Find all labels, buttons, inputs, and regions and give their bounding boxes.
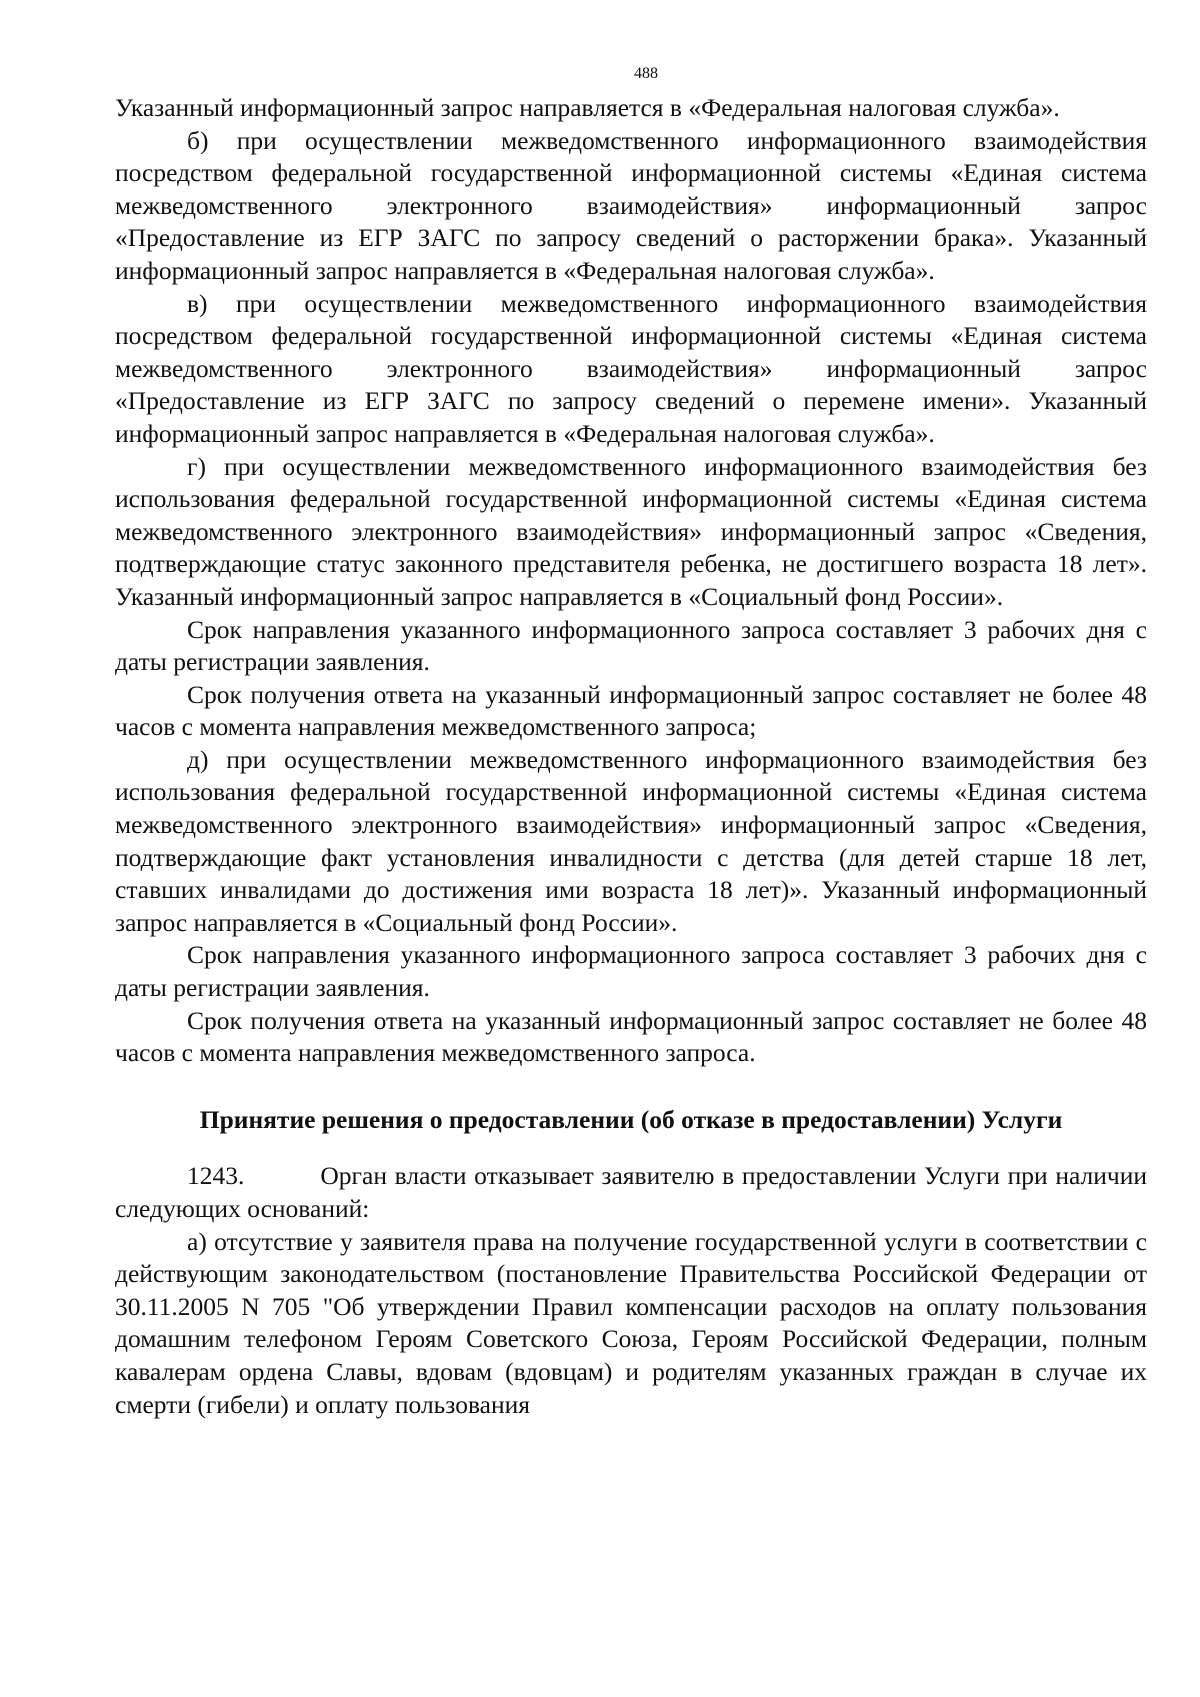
- document-page: [115, 64, 1147, 1421]
- document-body: [115, 92, 1147, 1421]
- paragraph: Срок направления указанного информационного запроса составляет 3 рабочих дня с даты регистрации заявления.: [115, 614, 1147, 677]
- item-text: Орган власти отказывает заявителю в предоставлении Услуги при: [320, 1161, 1048, 1191]
- paragraph: Срок получения ответа на указанный информационный запрос составляет не более 48 часов с момента направления межведомственного запроса;: [115, 679, 1147, 742]
- item-text-continued: наличии следующих оснований:: [115, 1161, 1148, 1223]
- page-number: 488: [634, 65, 658, 82]
- paragraph: г) при осуществлении межведомственного информационного взаимодействия без использования федеральной государственной информационной системы «Единая система межведомственного электронного взаимодействия» информационный запрос «Сведения, подтверждающие статус законного представителя ребенка, не достигшего возраста 18 лет». Указанный информационный запрос направляется в «Социальный фонд России».: [115, 451, 1147, 611]
- numbered-item: [115, 1160, 1147, 1225]
- item-number: 1243.: [187, 1161, 245, 1191]
- subitem-a: а) отсутствие у заявителя права на получение государственной услуги в соответствии с действующим законодательством (постановление Правительства Российской Федерации от 30.11.2005 N 705 "Об утверждении Правил компенсации расходов на оплату пользования домашним телефоном Героям Советского Союза, Героям Российской Федерации, полным кавалерам ордена Славы, вдовам (вдовцам) и родителям указанных граждан в случае их смерти (гибели) и оплату пользования: [115, 1226, 1147, 1419]
- section-heading: Принятие решения о предоставлении (об отказе в предоставлении) Услуги: [199, 1104, 1063, 1134]
- paragraph: в) при осуществлении межведомственного информационного взаимодействия посредством федеральной государственной информационной системы «Единая система межведомственного электронного взаимодействия» информационный запрос «Предоставление из ЕГР ЗАГС по запросу сведений о перемене имени». Указанный информационный запрос направляется в «Федеральная налоговая служба».: [115, 288, 1147, 448]
- paragraph: б) при осуществлении межведомственного информационного взаимодействия посредством федеральной государственной информационной системы «Единая система межведомственного электронного взаимодействия» информационный запрос «Предоставление из ЕГР ЗАГС по запросу сведений о расторжении брака». Указанный информационный запрос направляется в «Федеральная налоговая служба».: [115, 125, 1147, 285]
- paragraph: д) при осуществлении межведомственного информационного взаимодействия без использования федеральной государственной информационной системы «Единая система межведомственного электронного взаимодействия» информационный запрос «Сведения, подтверждающие факт установления инвалидности с детства (для детей старше 18 лет, ставших инвалидами до достижения ими возраста 18 лет)». Указанный информационный запрос направляется в «Социальный фонд России».: [115, 744, 1147, 937]
- paragraph: Указанный информационный запрос направляется в «Федеральная налоговая служба».: [115, 93, 1060, 122]
- paragraph: Срок получения ответа на указанный информационный запрос составляет не более 48 часов с момента направления межведомственного запроса.: [115, 1005, 1147, 1068]
- paragraph: Срок направления указанного информационного запроса составляет 3 рабочих дня с даты регистрации заявления.: [115, 940, 1147, 1003]
